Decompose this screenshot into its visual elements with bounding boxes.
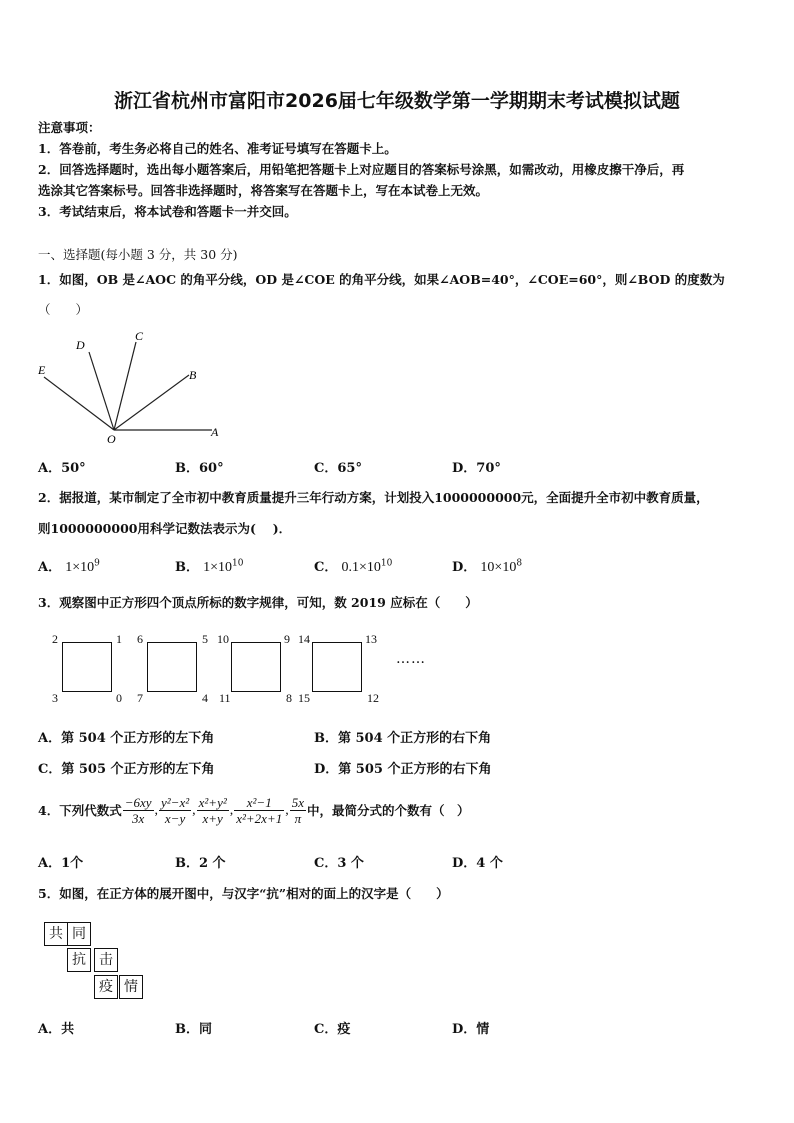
q1-option-c[interactable]: C．65°	[314, 461, 362, 476]
ellipsis: ……	[396, 651, 426, 667]
square-3	[231, 642, 281, 692]
q2-line1: 2．据报道，某市制定了全市初中教育质量提升三年行动方案，计划投入1000000000元，全面提升全市初中教育质量，	[38, 490, 709, 505]
net-cell: 情	[119, 975, 143, 999]
q4-option-c[interactable]: C．3 个	[314, 856, 364, 871]
q1-paren: （ ）	[38, 302, 89, 317]
q5-option-b[interactable]: B．同	[175, 1022, 212, 1037]
q5-option-c[interactable]: C．疫	[314, 1022, 351, 1037]
note-item: 3．考试结束后，将本试卷和答题卡一并交回。	[38, 204, 297, 219]
q2-option-a[interactable]: A． $1\times 10^9$	[38, 558, 100, 575]
q5-stem: 5．如图，在正方体的展开图中，与汉字“抗”相对的面上的汉字是（ ）	[38, 886, 449, 901]
label-E: E	[38, 363, 46, 377]
label-B: B	[189, 368, 197, 382]
vertex-label: 9	[284, 632, 290, 646]
vertex-label: 8	[286, 691, 292, 705]
note-item: 选涂其它答案标号。回答非选择题时，将答案写在答题卡上，写在本试卷上无效。	[38, 183, 489, 198]
q3-option-c[interactable]: C．第 505 个正方形的左下角	[38, 762, 215, 777]
net-cell: 共	[44, 922, 68, 946]
vertex-label: 7	[137, 691, 143, 705]
fraction: $\frac{5x}{\pi}$	[291, 795, 304, 826]
q2-option-d[interactable]: D． $10\times 10^8$	[452, 558, 523, 575]
square-4	[312, 642, 362, 692]
net-cell: 抗	[67, 948, 91, 972]
note-item: 1．答卷前，考生务必将自己的姓名、准考证号填写在答题卡上。	[38, 141, 397, 156]
square-1	[62, 642, 112, 692]
ray-OE	[44, 377, 114, 430]
net-cell: 疫	[94, 975, 118, 999]
page-title: 浙江省杭州市富阳市2026届七年级数学第一学期期末考试模拟试题	[114, 90, 680, 112]
vertex-label: 0	[116, 691, 122, 705]
q3-stem: 3．观察图中正方形四个顶点所标的数字规律，可知，数 2019 应标在（ ）	[38, 595, 478, 610]
q4-option-d[interactable]: D．4 个	[452, 856, 503, 871]
q4-option-b[interactable]: B．2 个	[175, 856, 226, 871]
q3-option-b[interactable]: B．第 504 个正方形的右下角	[314, 731, 492, 746]
q2-option-c[interactable]: C． $0.1\times 10^{10}$	[314, 558, 393, 575]
vertex-label: 4	[202, 691, 208, 705]
vertex-label: 15	[298, 691, 310, 705]
vertex-label: 1	[116, 632, 122, 646]
label-C: C	[135, 329, 144, 343]
q5-option-a[interactable]: A．共	[38, 1022, 75, 1037]
vertex-label: 11	[219, 691, 231, 705]
square-2	[147, 642, 197, 692]
q4-option-a[interactable]: A．1个	[38, 856, 84, 871]
fraction: $\frac{\text{y²−x²}}{x-y}$	[161, 795, 190, 826]
vertex-label: 5	[202, 632, 208, 646]
label-A: A	[211, 425, 219, 439]
q3-option-d[interactable]: D．第 505 个正方形的右下角	[314, 762, 492, 777]
label-D: D	[76, 338, 85, 352]
vertex-label: 12	[367, 691, 379, 705]
q4-stem: 4．下列代数式 $\frac{-6xy}{3x}$ , $\frac{\text{y²−x²}}{x-y}$ , $\frac{\text{x²+y²}}{x+y}$ , $\frac{\text{x²−1}}{\text{x²+2x+1}}$ , $\frac{5x}{\pi}$ 中，最简分式的个数有（ ）	[38, 795, 470, 826]
fraction: $\frac{\text{x²+y²}}{x+y}$	[198, 795, 227, 826]
vertex-label: 6	[137, 632, 143, 646]
note-item: 2．回答选择题时，选出每小题答案后，用铅笔把答题卡上对应题目的答案标号涂黑，如需改动，用橡皮擦干净后，再	[38, 162, 685, 177]
q2-line2: 则1000000000用科学记数法表示为( )．	[38, 521, 292, 536]
vertex-label: 14	[298, 632, 310, 646]
q1-option-b[interactable]: B．60°	[175, 461, 224, 476]
net-cell: 击	[94, 948, 118, 972]
ray-OD	[89, 352, 114, 430]
angle-figure	[34, 325, 224, 445]
q1-stem: 1．如图，OB 是∠AOC 的角平分线，OD 是∠COE 的角平分线，如果∠AOB=40°，∠COE=60°，则∠BOD 的度数为	[38, 272, 725, 287]
fraction: $\frac{-6xy}{3x}$	[124, 795, 152, 826]
q1-option-a[interactable]: A．50°	[38, 461, 86, 476]
q2-option-b[interactable]: B． $1\times 10^{10}$	[175, 558, 244, 575]
vertex-label: 10	[217, 632, 229, 646]
q5-option-d[interactable]: D．情	[452, 1022, 490, 1037]
section-heading: 一、选择题(每小题 3 分，共 30 分)	[38, 247, 238, 262]
vertex-label: 13	[365, 632, 377, 646]
vertex-label: 3	[52, 691, 58, 705]
net-cell: 同	[67, 922, 91, 946]
label-O: O	[107, 432, 116, 445]
q1-option-d[interactable]: D．70°	[452, 461, 501, 476]
vertex-label: 2	[52, 632, 58, 646]
q3-option-a[interactable]: A．第 504 个正方形的左下角	[38, 731, 215, 746]
notes-heading: 注意事项：	[38, 120, 101, 135]
fraction: $\frac{\text{x²−1}}{\text{x²+2x+1}}$	[236, 795, 283, 826]
